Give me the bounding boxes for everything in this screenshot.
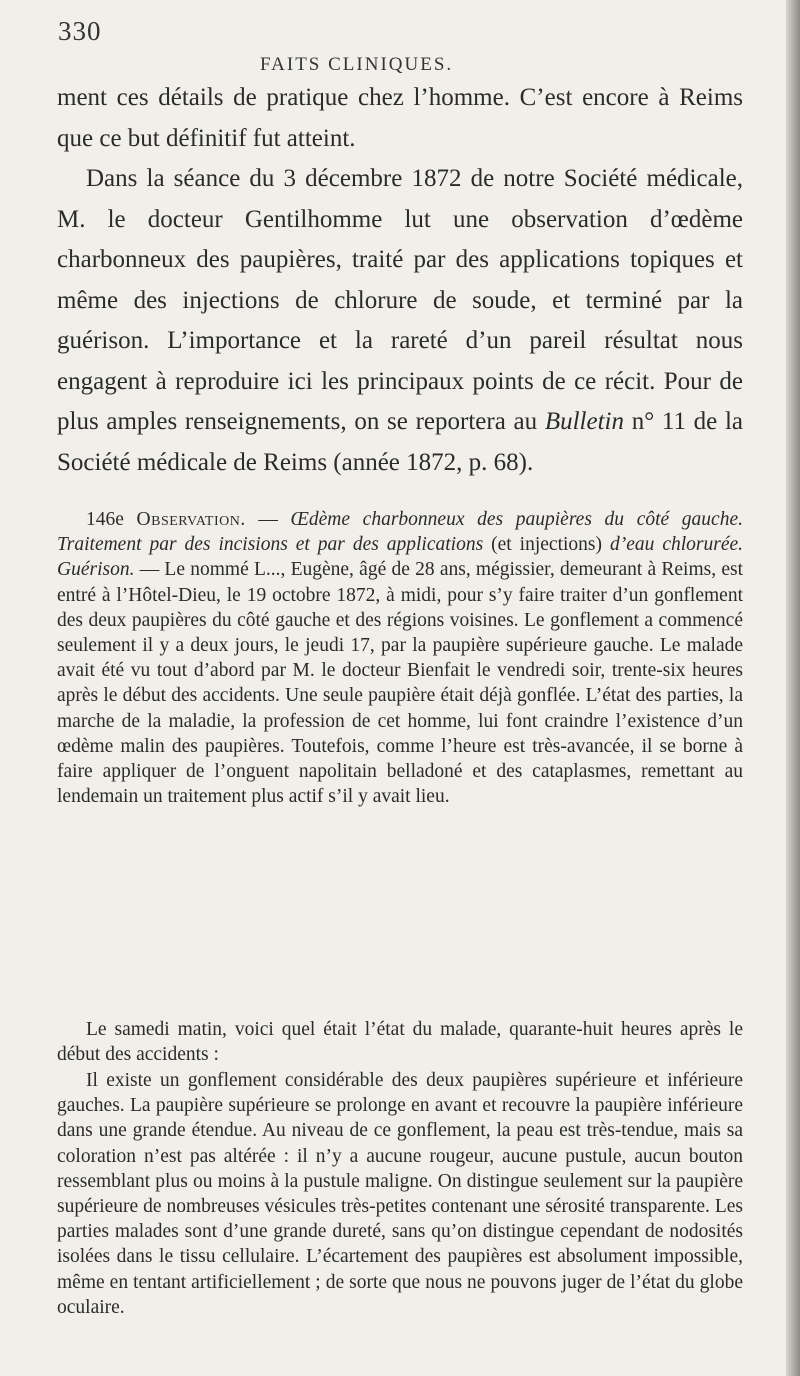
paragraph-continuation	[57, 78, 743, 159]
observation-title-end: d’eau chlorurée. Guérison.	[57, 534, 744, 581]
observation-title: Œdème charbonneux des paupières du côté gauche. Traitement par des incisions et par des applications	[57, 509, 743, 556]
paragraph-text-end: n° 11 de la Société médicale de Reims (année 1872, p. 68).	[57, 408, 744, 476]
page-number: 330	[58, 16, 102, 46]
observation-dash: —	[258, 509, 278, 530]
observation-number: 146e	[86, 509, 124, 530]
page-edge-shadow	[786, 0, 800, 1376]
observation-paragraph	[57, 507, 743, 809]
paragraph-text: Dans la séance du 3 décembre 1872 de notre Société médicale, M. le docteur Gentilhomme lut une observation d’œdème charbonneux des paupières, traité par des applications topiques et même des injections de chlorure de soude, et terminé par la guérison. L’importance et la rareté d’un pareil résultat nous engagent à reproduire ici les principaux points de ce récit. Pour de plus amples renseignements, on se reportera au	[57, 165, 743, 435]
paragraph-samedi	[57, 1017, 743, 1067]
paragraph-text: ment ces détails de pratique chez l’homme. C’est encore à Reims que ce but définitif fut atteint.	[57, 84, 743, 152]
paragraph-gonflement	[57, 1068, 743, 1320]
observation-parenthetical: (et injections)	[491, 534, 602, 556]
bulletin-title: Bulletin	[544, 408, 624, 435]
paragraph-text: Le samedi matin, voici quel était l’état du malade, quarante-huit heures après le début des accidents :	[57, 1019, 743, 1066]
running-title: FAITS CLINIQUES.	[260, 54, 454, 75]
observation-text: — Le nommé L..., Eugène, âgé de 28 ans, mégissier, demeurant à Reims, est entré à l’Hôtel-Dieu, le 19 octobre 1872, à midi, pour s’y faire traiter d’un gonflement des deux paupières du côté gauche et des régions voisines. Le gonflement a commencé seulement il y a deux jours, le jeudi 17, par la paupière supérieure gauche. Le malade avait été vu tout d’abord par M. le docteur Bienfait le vendredi soir, trente-six heures après le début des accidents. Une seule paupière était déjà gonflée. L’état des parties, la marche de la maladie, la profession de cet homme, lui font craindre l’existence d’un œdème malin des paupières. Toutefois, comme l’heure est très-avancée, il se borne à faire appliquer de l’onguent napolitain belladoné et des cataplasmes, remettant au lendemain un traitement plus actif s’il y avait lieu.	[57, 559, 743, 808]
observation-label: Observation.	[136, 509, 246, 530]
paragraph-text: Il existe un gonflement considérable des deux paupières supérieure et inférieure gauches. La paupière supérieure se prolonge en avant et recouvre la paupière inférieure dans une grande étendue. Au niveau de ce gonflement, la peau est très-tendue, mais sa coloration n’est pas altérée : il n’y a aucune rougeur, aucune pustule, aucun bouton ressemblant plus ou moins à la pustule maligne. On distingue seulement sur la paupière supérieure de nombreuses vésicules très-petites contenant une sérosité transparente. Les parties malades sont d’une grande dureté, sans qu’on distingue cependant de nodosités isolées dans le tissu cellulaire. L’écartement des paupières est absolument impossible, même en tentant artificiellement ; de sorte que nous ne pouvons juger de l’état du globe oculaire.	[57, 1070, 743, 1318]
paragraph-seance	[57, 159, 743, 483]
